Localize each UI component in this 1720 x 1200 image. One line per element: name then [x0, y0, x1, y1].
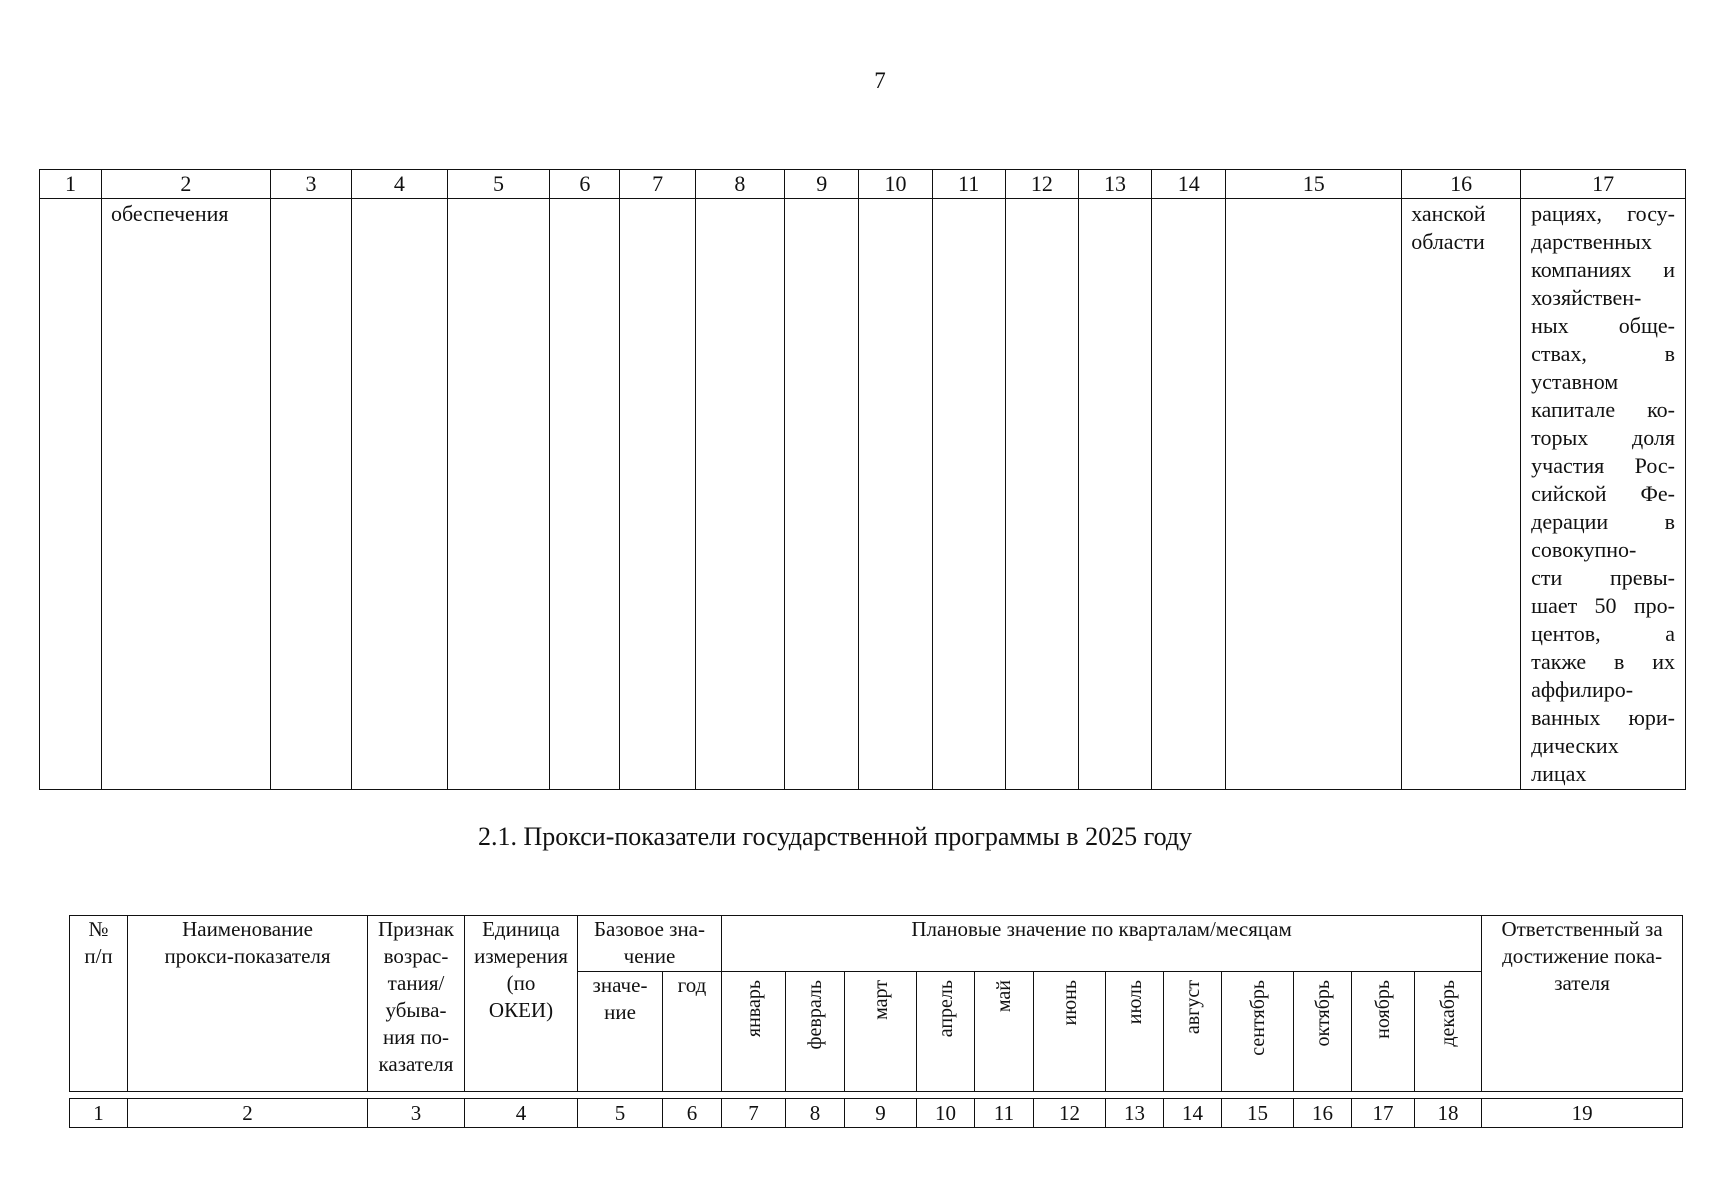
col17-line: сти превы-: [1531, 565, 1675, 590]
month-label: январь: [742, 980, 765, 1038]
table2-col-number: 1: [70, 1099, 128, 1128]
header-sign-line: казателя: [378, 1052, 454, 1076]
month-label: декабрь: [1437, 980, 1460, 1047]
col17-line: рациях, госу-: [1531, 201, 1675, 226]
section-title: 2.1. Прокси-показатели государственной программы в 2025 году: [478, 822, 1193, 851]
header-month: [845, 972, 917, 1092]
table1-body-row: [40, 199, 1686, 790]
col17-line: центов, а: [1531, 621, 1675, 646]
table2-col-number: 2: [128, 1099, 368, 1128]
header-plan: Плановые значение по кварталам/месяцам: [722, 916, 1482, 972]
header-num-line: п/п: [84, 944, 113, 968]
header-name-line: прокси-показателя: [164, 944, 331, 968]
table2-col-number: 15: [1222, 1099, 1294, 1128]
header-sign-line: убыва-: [385, 998, 447, 1022]
table1-col-number: 4: [352, 170, 448, 199]
table1-col-number: 13: [1078, 170, 1151, 199]
month-label: октябрь: [1311, 980, 1334, 1047]
col17-line: ных обще-: [1531, 313, 1675, 338]
table1-col-number: 10: [859, 170, 932, 199]
table2-col-number: 14: [1164, 1099, 1222, 1128]
month-label: февраль: [804, 980, 826, 1050]
table2-col-number: 11: [975, 1099, 1034, 1128]
table1-col-number: 3: [270, 170, 351, 199]
header-unit-line: ОКЕИ): [488, 998, 554, 1022]
col17-line: капитале ко-: [1531, 397, 1675, 422]
header-month: [1222, 972, 1294, 1092]
header-name: [128, 916, 368, 1092]
col16-text: [1402, 199, 1520, 256]
header-responsible-line: зателя: [1554, 971, 1610, 995]
header-month: [1415, 972, 1482, 1092]
col17-text: [1521, 199, 1685, 788]
header-sign-line: тания/: [387, 971, 445, 995]
table2-col-number: 9: [845, 1099, 917, 1128]
proxy-indicators-table: [69, 915, 1683, 1128]
header-month: [1034, 972, 1106, 1092]
col17-line: дарственных: [1531, 229, 1652, 254]
table1-col-number: 2: [102, 170, 271, 199]
table1-cell-col17: [1521, 199, 1686, 790]
col17-line: ствах, в: [1531, 341, 1675, 366]
table1-cell: [352, 199, 448, 790]
table2-col-number: 17: [1352, 1099, 1415, 1128]
header-base-value-line: ние: [604, 1000, 636, 1024]
col17-line: сийской Фе-: [1531, 481, 1675, 506]
table1-col-number: 12: [1005, 170, 1078, 199]
table1-cell: [447, 199, 550, 790]
table1-cell: [620, 199, 695, 790]
table2-col-number: 5: [578, 1099, 663, 1128]
table2-gap: [70, 1092, 1683, 1099]
header-month: [1106, 972, 1164, 1092]
month-label: ноябрь: [1372, 980, 1394, 1039]
table1-col-number: 11: [932, 170, 1005, 199]
table1-col-number: 1: [40, 170, 102, 199]
col17-line: шает 50 про-: [1531, 593, 1675, 618]
col17-line: дических: [1531, 733, 1619, 758]
table2-col-number: 13: [1106, 1099, 1164, 1128]
header-sign-line: возрас-: [383, 944, 449, 968]
col17-line: аффилиро-: [1531, 677, 1634, 702]
header-month: [722, 972, 786, 1092]
header-responsible-line: Ответственный за: [1501, 917, 1663, 941]
table2-col-number: 8: [786, 1099, 845, 1128]
table1-cell: [270, 199, 351, 790]
table2-col-number: 18: [1415, 1099, 1482, 1128]
table1-cell: [859, 199, 932, 790]
col17-line: ванных юри-: [1531, 705, 1675, 730]
table2-col-number: 4: [465, 1099, 578, 1128]
table1-cell: [932, 199, 1005, 790]
continuation-table: [39, 169, 1686, 790]
header-base-year: год: [663, 972, 722, 1092]
col17-line: также в их: [1531, 649, 1675, 674]
table1-col-number: 7: [620, 170, 695, 199]
header-name-line: Наименование: [182, 917, 313, 941]
header-sign-line: ния по-: [382, 1025, 450, 1049]
header-sign: [368, 916, 465, 1092]
header-responsible: [1482, 916, 1683, 1092]
header-sign-line: Признак: [378, 917, 454, 941]
header-base-line: чение: [623, 944, 676, 968]
table2-col-number: 12: [1034, 1099, 1106, 1128]
col17-line: совокупно-: [1531, 537, 1637, 562]
col17-line: торых доля: [1531, 425, 1675, 450]
table1-cell: [550, 199, 620, 790]
month-label: июнь: [1058, 980, 1081, 1026]
header-month: [1294, 972, 1352, 1092]
header-base-value: [578, 972, 663, 1092]
table2-col-number: 19: [1482, 1099, 1683, 1128]
table2-col-number: 7: [722, 1099, 786, 1128]
table1-cell: [40, 199, 102, 790]
month-label: апрель: [934, 980, 957, 1038]
col17-line: уставном: [1531, 369, 1619, 394]
header-num-line: №: [88, 917, 109, 941]
table1-cell: [1078, 199, 1151, 790]
table1-cell-col2: [102, 199, 271, 790]
header-unit: [465, 916, 578, 1092]
header-base-value-line: значе-: [592, 973, 648, 997]
header-month: [917, 972, 975, 1092]
col17-line: компаниях и: [1531, 257, 1675, 282]
table1-col-number: 9: [785, 170, 859, 199]
col16-line: области: [1411, 229, 1485, 254]
table2-header-row: [70, 916, 1683, 972]
header-month: [1352, 972, 1415, 1092]
header-num: [70, 916, 128, 1092]
table1-header-row: [40, 170, 1686, 199]
header-month: [786, 972, 845, 1092]
table1-cell: [695, 199, 784, 790]
col17-line: хозяйствен-: [1531, 285, 1642, 310]
table2-col-number: 10: [917, 1099, 975, 1128]
month-label: август: [1181, 980, 1204, 1035]
header-month: [975, 972, 1034, 1092]
table1-col-number: 17: [1521, 170, 1686, 199]
table2-col-number: 3: [368, 1099, 465, 1128]
header-base: [578, 916, 722, 972]
table1-col-number: 15: [1226, 170, 1402, 199]
table2-gap-row: [70, 1092, 1683, 1099]
page-number: 7: [874, 68, 886, 93]
table1-col-number: 6: [550, 170, 620, 199]
header-unit-line: (по: [506, 971, 536, 995]
table1-col-number: 16: [1402, 170, 1521, 199]
header-base-line: Базовое зна-: [594, 917, 705, 941]
table1-cell: [1152, 199, 1226, 790]
col17-line: участия Рос-: [1531, 453, 1675, 478]
col17-line: лицах: [1531, 761, 1587, 786]
col16-line: ханской: [1411, 201, 1486, 226]
header-unit-line: Единица: [482, 917, 560, 941]
month-label: сентябрь: [1246, 980, 1269, 1056]
table1-col-number: 5: [447, 170, 550, 199]
table1-cell-col16: [1402, 199, 1521, 790]
table1-cell: [1005, 199, 1078, 790]
month-label: март: [869, 980, 892, 1020]
col17-line: дерации в: [1531, 509, 1675, 534]
header-unit-line: измерения: [474, 944, 568, 968]
table2-col-number: 16: [1294, 1099, 1352, 1128]
header-responsible-line: достижение пока-: [1502, 944, 1663, 968]
table1-cell: [785, 199, 859, 790]
col2-text: обеспечения: [111, 201, 229, 226]
table1-col-number: 8: [695, 170, 784, 199]
table1-col-number: 14: [1152, 170, 1226, 199]
month-label: май: [993, 980, 1015, 1013]
table2-number-row: [70, 1099, 1683, 1128]
month-label: июль: [1123, 980, 1146, 1025]
table2-col-number: 6: [663, 1099, 722, 1128]
header-month: [1164, 972, 1222, 1092]
table1-cell: [1226, 199, 1402, 790]
